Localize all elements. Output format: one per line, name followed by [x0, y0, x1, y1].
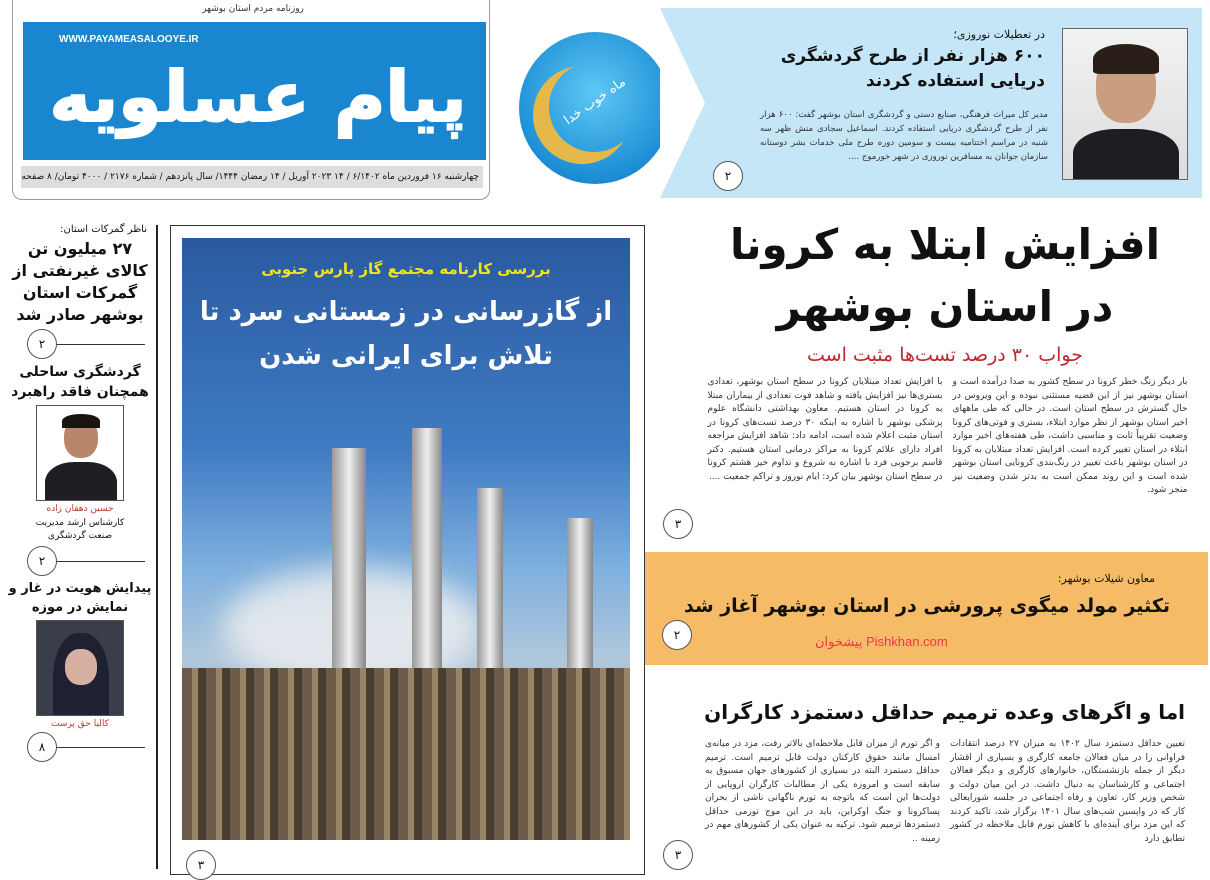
page-ref[interactable]: ۳: [663, 509, 693, 539]
author-name-1: حسین دهقان زاده: [46, 504, 114, 514]
banner-kicker: معاون شیلات بوشهر:: [1057, 572, 1155, 585]
page-ref-row: [15, 329, 145, 359]
author-role-1: کارشناس ارشد مدیریت صنعت گردشگری: [35, 518, 125, 541]
feature-kicker: بررسی کارنامه مجتمع گاز پارس جنوبی: [261, 260, 551, 278]
sidebar-title-1[interactable]: ۲۷ میلیون تن کالای غیرنفتی از گمرکات استان بوشهر صادر شد: [12, 239, 148, 324]
banner-title: تکثیر مولد میگوی پرورشی در استان بوشهر آغاز شد: [683, 595, 1170, 617]
feature-title: از گازرسانی در زمستانی سرد تا تلاش برای ایرانی شدن: [199, 297, 613, 371]
sidebar-title-3[interactable]: پیدایش هویت در غار و نمایش در موزه: [8, 581, 152, 615]
logo-wordmark: پیام عسلویه: [49, 56, 467, 138]
sidebar: [8, 224, 152, 762]
lead-col-2: با افزایش تعداد مبتلایان کرونا در سطح استان بوشهر، تعدادی بستری‌ها نیز افزایش یافته و شاهد فوت تعدادی از بیماران مبتلا به کرونا در استان هستیم. معاون بهداشتی دانشگاه علوم پزشکی بوشهر با اشاره به اینکه ۳۰ درصد تست‌های کرونا در استان مثبت اعلام شده است، ادامه داد: شاهد افزایش مراجعه افراد دارای علائم کرونا به مراکز درمانی استان هستیم. دکتر قاسم برجویی فرد با اشاره به شروع و تداوم خیز هشتم کرونا در سطح استان بوشهر بیان کرد: ایام نوروز و تراکم جمعیت ....: [707, 377, 943, 482]
page-ref[interactable]: ۲: [662, 620, 692, 650]
lead-story: [700, 214, 1190, 498]
wage-columns: [700, 738, 1185, 846]
moon-text: ماه خوب خدا: [561, 74, 629, 129]
logo: [23, 22, 486, 160]
top-story-kicker: در تعطیلات نوروزی؛: [953, 28, 1045, 41]
masthead: [12, 0, 490, 200]
page-ref[interactable]: ۳: [663, 840, 693, 870]
top-story-body: مدیر کل میراث فرهنگی، صنایع دستی و گردشگری استان بوشهر گفت: ۶۰۰ هزار نفر از طرح گردشگری دریایی استفاده کردند. اسماعیل سجادی منش ظهر سه شنبه در مراسم اختتامیه بیست و سومین دوره طرح ملی خدمات بشر دوستانه سازمان جوانان به مسافرین نوروزی در شهر خورموج ....: [760, 110, 1048, 162]
moon-badge: [519, 32, 671, 184]
page-ref[interactable]: ۸: [27, 732, 57, 762]
page-ref[interactable]: ۲: [713, 161, 743, 191]
page-ref-row: [15, 546, 145, 576]
sidebar-title-2[interactable]: گردشگری ساحلی همچنان فاقد راهبرد: [11, 364, 149, 400]
top-story[interactable]: [660, 8, 1202, 198]
photo-official: [1062, 28, 1188, 180]
wage-col-2: و اگر تورم از میزان قابل ملاحظه‌ای بالاتر رفت، مزد در میانه‌ی امسال مانند حقوق کارکنان دولت قابل ترمیم است. ترمیم حداقل دستمزد البته در بسیاری از کشورهای جهان مسبوق به سابقه است و امروزه یکی از مطالبات کارگران اروپایی از دولت‌ها این است که باتوجه به تورم ناگهانی ناشی از بحران پساکرونا و جنگ اوکراین، باید در این موج تورمی حداقل دستمزدها ترمیم شود. ترکیه به عنوان یکی از کشورهای مهم در زمینه ..: [705, 739, 940, 844]
wage-col-1: تعیین حداقل دستمزد سال ۱۴۰۲ به میزان ۲۷ درصد انتقادات فراوانی را در میان فعالان جامعه کارگری و بسیاری از اقشار دیگر از جمله بازنشستگان، خانوارهای کارگری و دیگر فعالان اجتماعی و کارشناسان به دنبال داشت. در این میان دولت و شخص وزیر کار، تعاون و رفاه اجتماعی در جلسه شورایعالی کار که در واپسین شب‌های سال ۱۴۰۱ برگزار شد، تاکید کردند که این مزد برای آینده‌ای با کاهش تورم قابل ملاحظه در کشور تطابق دارد: [950, 739, 1186, 844]
dateline: چهارشنبه ۱۶ فروردین ماه ۶/۱۴۰۲ / ۱۴ ۲۰۲۳ آوریل / ۱۴ رمضان ۱۴۴۴/ سال پانزدهم / شماره ۲۱۷۶ / ۴۰۰۰ تومان/ ۸ صفحه: [21, 166, 483, 188]
arrow-shape: [660, 8, 705, 198]
sidebar-divider: [156, 225, 158, 869]
lead-col-1: بار دیگر زنگ خطر کرونا در سطح کشور به صدا درآمده است و استان بوشهر نیز از این قضیه مستثنی نبوده و این ویروس در حال گسترش در سطح استان است. در حالی که طی ماههای اخیر استان بوشهر از نظر موارد ابتلاء، بستری و فوتی‌های کرونا وضعیت تقریباً ثابت و مناسبی داشت، طی هفته‌های اخیر موارد ابتلاء در استان تغییر کرده است. افزایش تعداد مبتلایان به کرونا در استان بوشهر باعث تغییر در رنگ‌بندی کرونایی استان بوشهر شده است و این روند ممکن است به بدتر شدن وضعیت نیز منجر شود.: [952, 377, 1188, 495]
lead-subtitle: جواب ۳۰ درصد تست‌ها مثبت است: [807, 344, 1083, 366]
wage-title[interactable]: اما و اگرهای وعده ترمیم حداقل دستمزد کارگران: [704, 700, 1185, 724]
sidebar-kicker: ناظر گمرکات استان:: [60, 224, 147, 235]
top-story-title: ۶۰۰ هزار نفر از طرح گردشگری دریایی استفاده کردند: [780, 46, 1045, 91]
banner[interactable]: [645, 552, 1208, 665]
page-ref[interactable]: ۳: [186, 850, 216, 880]
photo-author-1: [36, 405, 124, 501]
tagline: روزنامه مردم استان بوشهر: [163, 4, 343, 14]
feature-image[interactable]: [182, 238, 630, 840]
page-ref[interactable]: ۲: [27, 329, 57, 359]
page-ref[interactable]: ۲: [27, 546, 57, 576]
lead-title[interactable]: افزایش ابتلا به کرونا در استان بوشهر: [729, 220, 1161, 331]
watermark: پیشخوان Pishkhan.com: [815, 634, 948, 649]
lead-columns: [703, 376, 1188, 498]
photo-author-2: [36, 620, 124, 716]
page-ref-row: [15, 732, 145, 762]
website: WWW.PAYAMEASALOOYE.IR: [59, 34, 199, 45]
author-name-2: کالیا حق پرست: [51, 719, 109, 729]
